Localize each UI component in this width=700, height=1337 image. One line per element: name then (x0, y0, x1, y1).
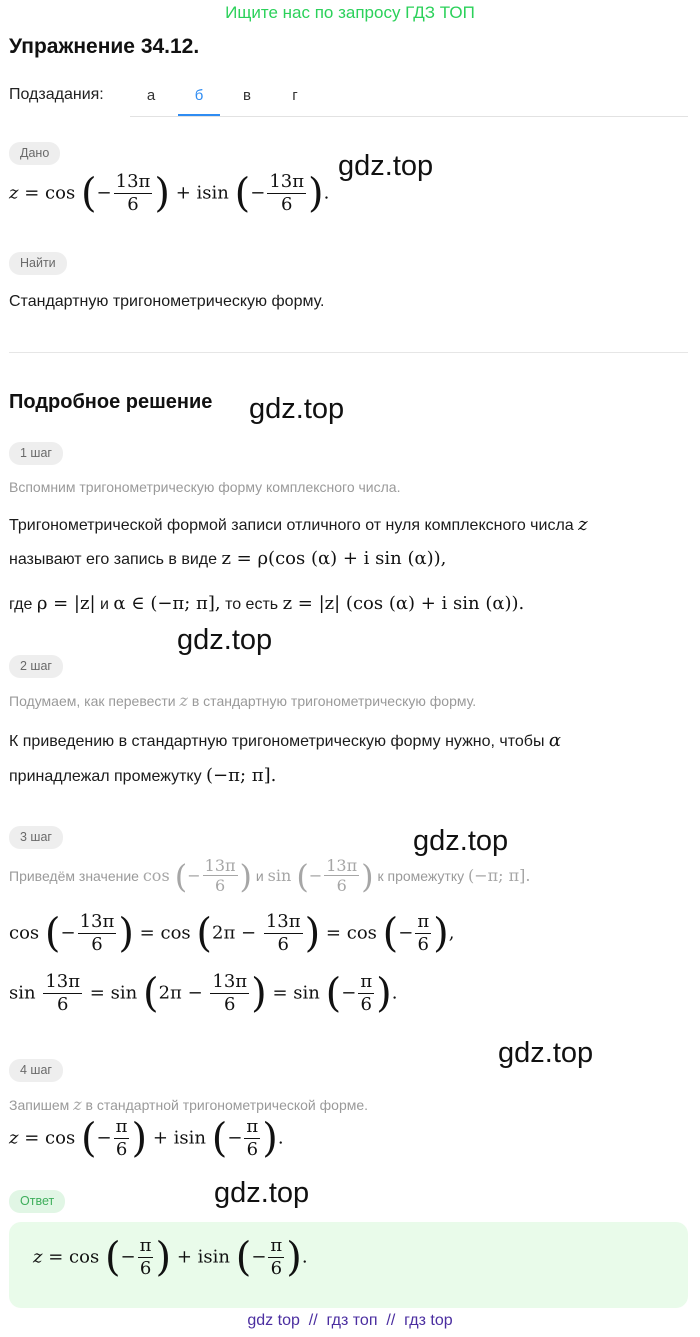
watermark-5: gdz.top (498, 1037, 594, 1069)
step4-formula: z = cos (− $\frac{\pi}{6}$ ) + isin (− $\frac{\pi}{6}$ ). (9, 1115, 284, 1162)
find-badge: Найти (9, 252, 67, 275)
solution-heading: Подробное решение (9, 391, 213, 413)
step1-line3: где ρ = |z| и α ∈ (−π; π], то есть z = |z| (cos (α) + i sin (α)). (9, 593, 525, 614)
answer-formula: z = cos (− $\frac{\pi}{6}$ ) + isin (− $\frac{\pi}{6}$ ). (33, 1234, 308, 1281)
watermark-3: gdz.top (177, 624, 273, 656)
watermark-4: gdz.top (413, 825, 509, 857)
watermark-2: gdz.top (249, 393, 345, 425)
step2-hint: Подумаем, как перевести z в стандартную тригонометрическую форму. (9, 691, 477, 710)
tab-v[interactable]: в (243, 87, 251, 104)
step1-badge: 1 шаг (9, 442, 63, 465)
page-title: Упражнение 34.12. (9, 35, 200, 58)
given-badge: Дано (9, 142, 60, 165)
step3-badge: 3 шаг (9, 826, 63, 849)
find-text: Стандартную тригонометрическую форму. (9, 293, 325, 310)
watermark-6: gdz.top (214, 1177, 310, 1209)
tab-b[interactable]: б (178, 78, 220, 116)
watermark-1: gdz.top (338, 150, 434, 182)
step2-line2: принадлежал промежутку (−π; π]. (9, 765, 277, 786)
footer-links: gdz top // гдз топ // гдз top (247, 1312, 453, 1329)
subtasks-label: Подзадания: (9, 86, 104, 103)
subtasks-tabs (130, 78, 688, 117)
given-formula: z = cos (− $\frac{13\pi}{6}$ ) + isin (− $\frac{13\pi}{6}$ ). (9, 170, 330, 217)
step4-hint: Запишем z в стандартной тригонометрической форме. (9, 1095, 369, 1114)
step4-badge: 4 шаг (9, 1059, 63, 1082)
tab-g[interactable]: г (292, 87, 298, 104)
divider (9, 352, 688, 353)
step2-badge: 2 шаг (9, 655, 63, 678)
step3-cos-eq: cos (− $\frac{13\pi}{6}$ ) = cos (2π − $\frac{13\pi}{6}$ ) = cos (− $\frac{\pi}{6}$ ), (9, 910, 455, 957)
step1-hint: Вспомним тригонометрическую форму комплексного числа. (9, 479, 401, 495)
step2-line1: К приведению в стандартную тригонометрическую форму нужно, чтобы α (9, 730, 562, 751)
answer-box (9, 1222, 688, 1308)
tab-a[interactable]: а (146, 87, 156, 104)
step1-line1: Тригонометрической формой записи отличного от нуля комплексного числа z (9, 514, 588, 535)
step1-line2: называют его запись в виде z = ρ(cos (α) + i sin (α)), (9, 548, 447, 569)
step3-hint: Приведём значение cos (− $\frac{13\pi}{6}$ ) и sin (− $\frac{13\pi}{6}$ ) к промежутку (−π; π]. (9, 856, 531, 896)
step3-sin-eq: sin $\frac{13\pi}{6}$ = sin (2π − $\frac{13\pi}{6}$ ) = sin (− $\frac{\pi}{6}$ ). (9, 970, 398, 1017)
search-banner: Ищите нас по запросу ГДЗ ТОП (225, 3, 475, 22)
answer-badge: Ответ (9, 1190, 65, 1213)
